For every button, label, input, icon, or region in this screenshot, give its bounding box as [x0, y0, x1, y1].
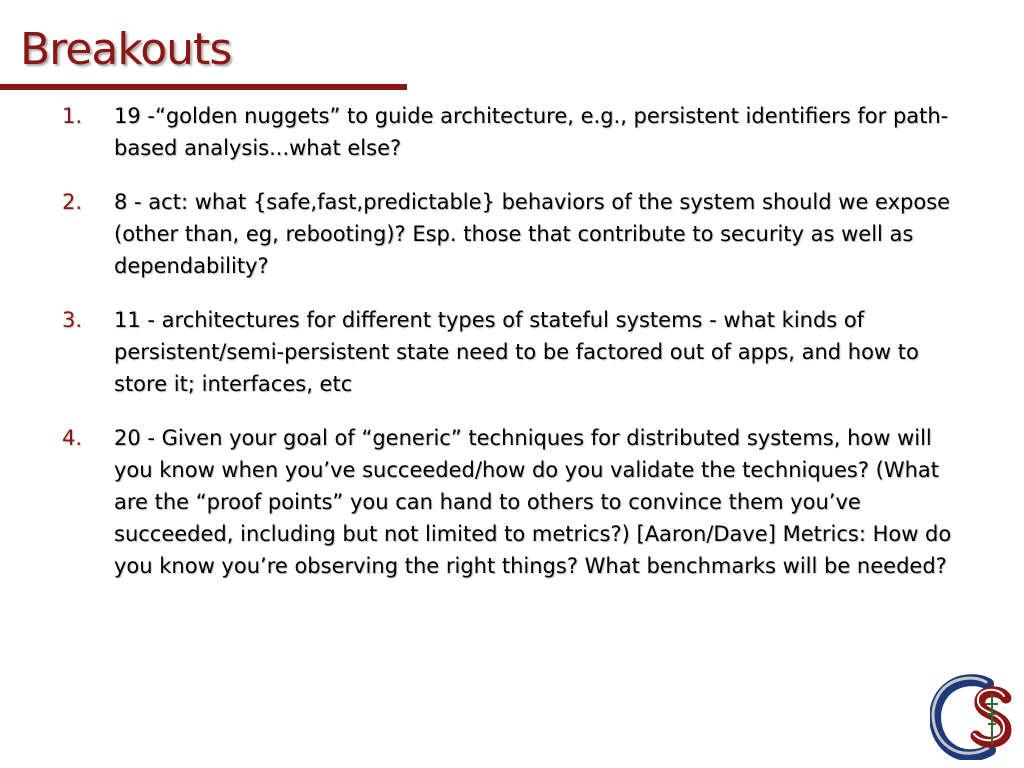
list-item-text: 19 -“golden nuggets” to guide architecture, e.g., persistent identifiers for path-based analysis...what else?: [114, 104, 949, 160]
list-item: [62, 422, 972, 582]
list-item-text: 8 - act: what {safe,fast,predictable} behaviors of the system should we expose (other than, eg, rebooting)? Esp. those that contribute to security as well as dependability?: [114, 190, 951, 278]
breakout-list: [62, 100, 972, 604]
stanford-cs-logo-icon: [930, 674, 1016, 760]
list-item: [62, 304, 972, 400]
list-item-text: 20 - Given your goal of “generic” techniques for distributed systems, how will you know when you’ve succeeded/how do you validate the techniques? (What are the “proof points” you can hand to others to convince them you’ve succeeded, including but not limited to metrics?) [Aaron/Dave] Metrics: How do you know you’re observing the right things? What benchmarks will be needed?: [114, 426, 952, 578]
list-item-text: 11 - architectures for different types of stateful systems - what kinds of persistent/semi-persistent state need to be factored out of apps, and how to store it; interfaces, etc: [114, 308, 919, 396]
list-item-number: 4.: [62, 426, 83, 450]
list-item-number: 2.: [62, 190, 83, 214]
list-item-number: 1.: [62, 104, 83, 128]
list-item: [62, 186, 972, 282]
slide-title: Breakouts: [20, 24, 232, 75]
title-underline: [0, 84, 407, 90]
list-item: [62, 100, 972, 164]
list-item-number: 3.: [62, 308, 83, 332]
